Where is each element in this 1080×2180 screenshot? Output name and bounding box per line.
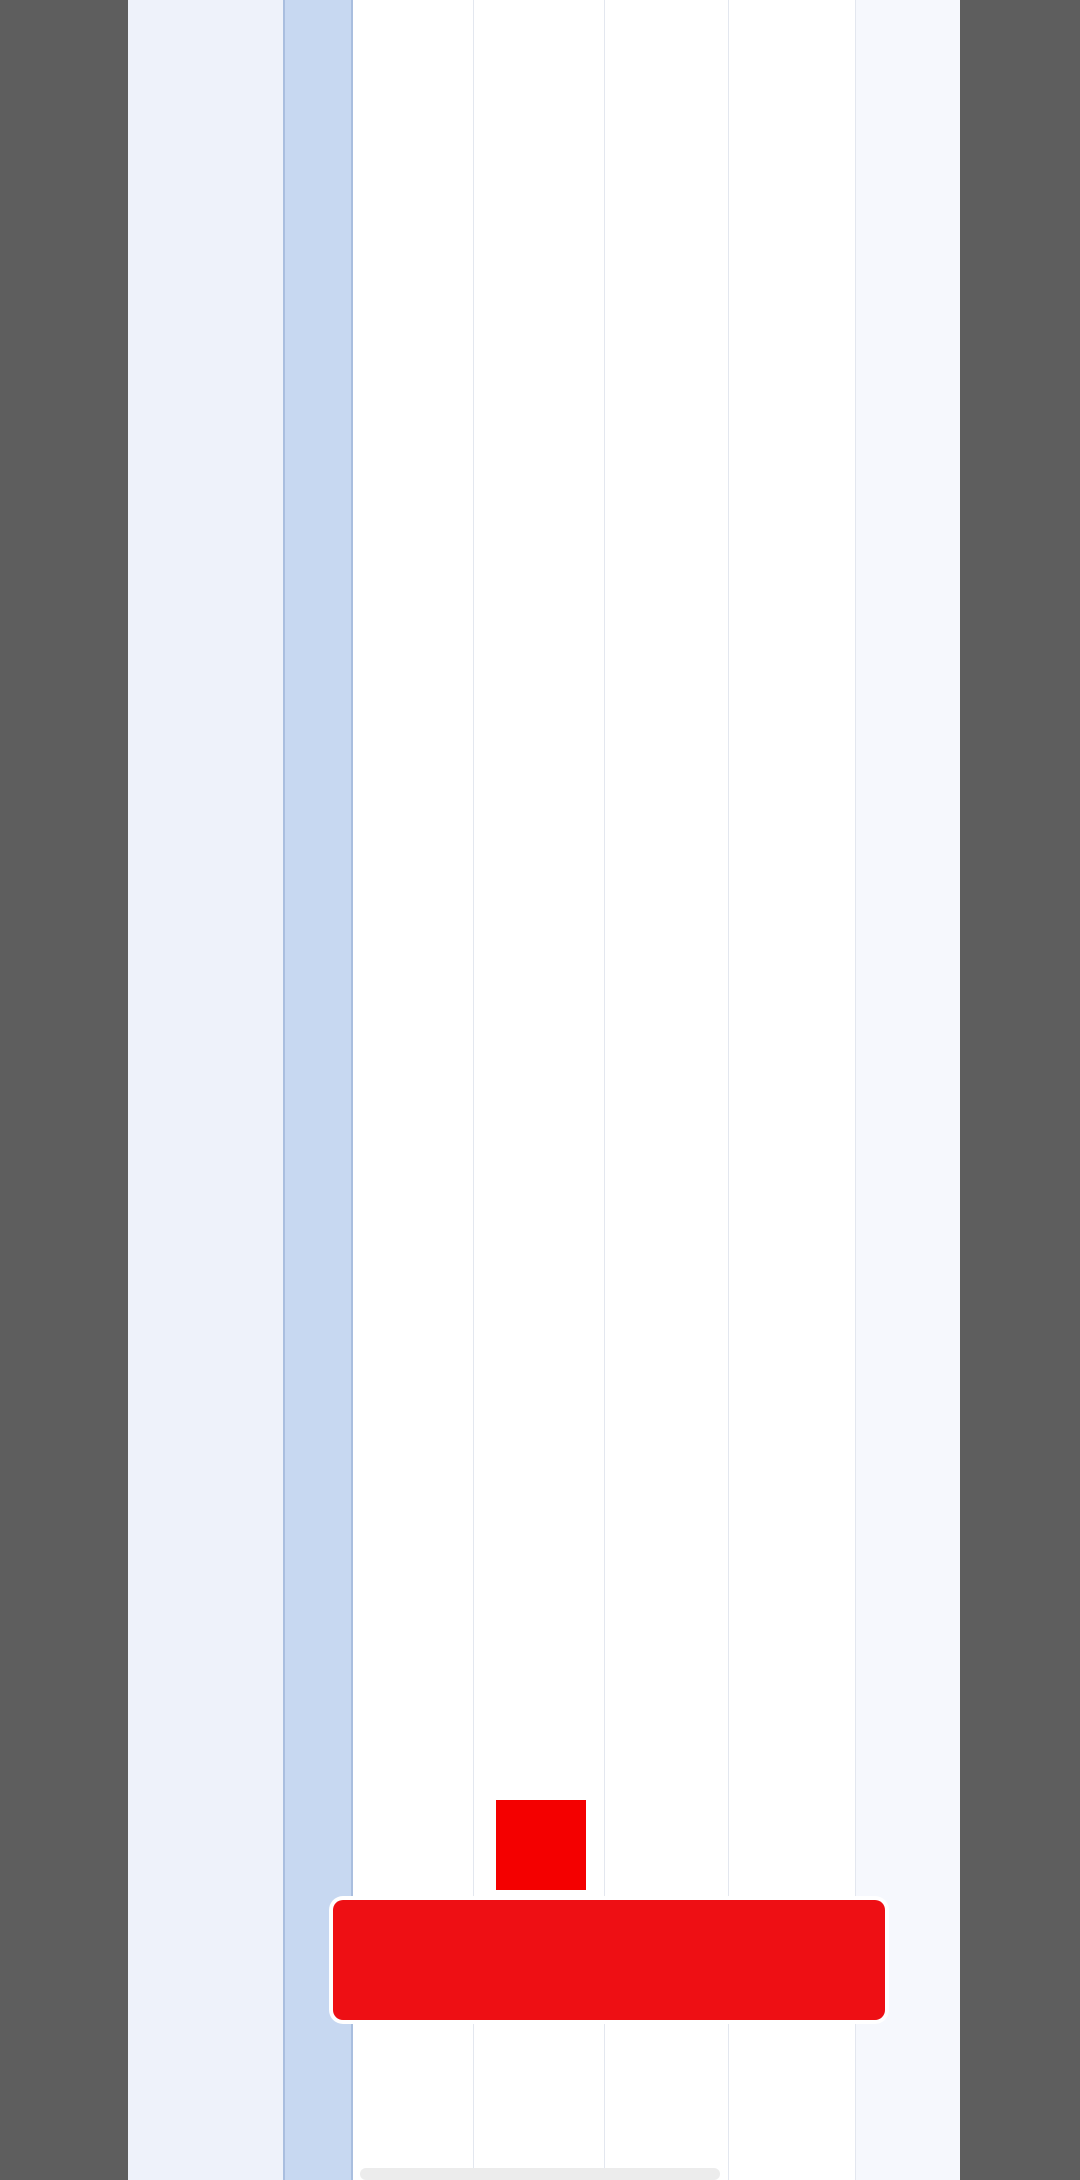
next-prediction-box	[496, 1800, 586, 1890]
prediction-banner	[333, 1900, 885, 2020]
scrollbar[interactable]	[360, 2168, 720, 2180]
